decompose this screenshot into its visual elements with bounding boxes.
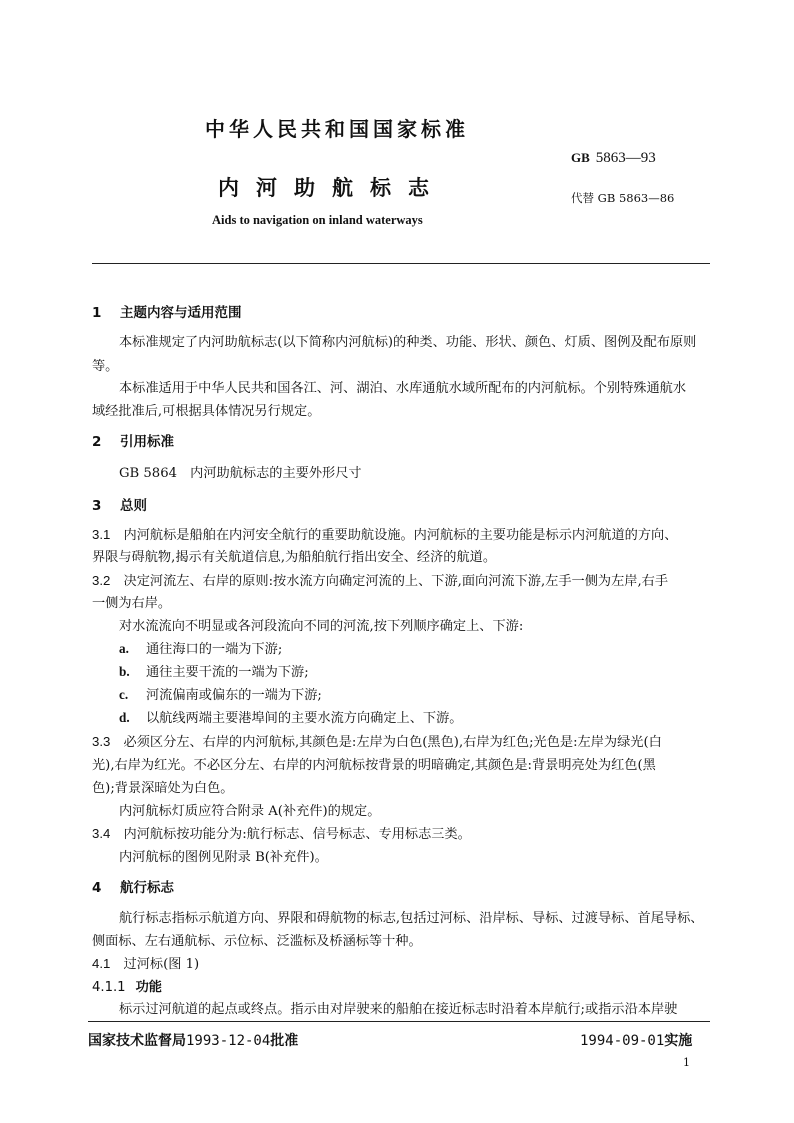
clause-3-2 [92,570,668,589]
clause-title: 功能 [135,980,162,995]
list-item [119,684,322,703]
clause-number: 4.1.1 [92,980,126,995]
paragraph-line: 侧面标、左右通航标、示位标、泛滥标及桥涵标等十种。 [92,934,422,949]
section-title: 航行标志 [120,880,174,896]
paragraph-line: 内河航标灯质应符合附录 A(补充件)的规定。 [119,804,381,819]
paragraph-line: 内河航标的图例见附录 B(补充件)。 [119,850,328,865]
clause-number: 3.2 [92,573,111,588]
paragraph-line: 航行标志指标示航道方向、界限和碍航物的标志,包括过河标、沿岸标、导标、过渡导标、首尾导标、 [119,911,704,926]
normative-reference: GB 5864 内河助航标志的主要外形尺寸 [119,466,362,481]
section-number: 2 [92,434,102,450]
clause-4-1-1 [92,976,162,995]
paragraph-line: 内河航标是船舶在内河安全航行的重要助航设施。内河航标的主要功能是标示内河航道的方向、 [123,528,678,543]
replaces-note: 代替 GB 5863—86 [571,191,675,205]
paragraph-line: 本标准适用于中华人民共和国各江、河、湖泊、水库通航水域所配布的内河航标。个别特殊通航水 [119,381,687,396]
section-number: 4 [92,880,102,896]
list-label: b. [119,664,130,679]
list-label: c. [119,687,129,702]
list-text: 通往海口的一端为下游; [146,642,283,657]
clause-number: 3.1 [92,527,111,542]
implementation-line [580,1030,692,1050]
list-item [119,707,463,726]
clause-number: 3.4 [92,826,111,841]
standard-code [571,150,656,167]
list-text: 以航线两端主要港埠间的主要水流方向确定上、下游。 [146,711,463,726]
paragraph-line: 等。 [92,359,119,374]
paragraph-line: 界限与碍航物,揭示有关航道信息,为船舶航行指出安全、经济的航道。 [92,550,497,565]
paragraph-line: 标示过河航道的起点或终点。指示由对岸驶来的船舶在接近标志时沿着本岸航行;或指示沿本岸驶 [119,1002,678,1017]
list-text: 河流偏南或偏东的一端为下游; [146,688,322,703]
header-divider [92,263,710,264]
clause-title: 过河标(图 1) [123,957,200,972]
section-4-heading [92,876,174,896]
section-title: 总则 [120,498,147,514]
paragraph-line: 域经批准后,可根据具体情况另行规定。 [92,404,321,419]
paragraph-line: 一侧为右岸。 [92,596,172,611]
paragraph-line: 对水流流向不明显或各河段流向不同的河流,按下列顺序确定上、下游: [119,619,524,634]
paragraph-line: 必须区分左、右岸的内河航标,其颜色是:左岸为白色(黑色),右岸为红色;光色是:左岸为绿光(白 [123,735,662,750]
approval-suffix: 批准 [270,1033,299,1049]
approval-line [88,1030,298,1050]
section-3-heading [92,494,147,514]
document-title: 内河助航标志 [218,176,446,200]
clause-number: 4.1 [92,956,111,971]
section-2-heading [92,430,174,450]
paragraph-line: 色);背景深暗处为白色。 [92,781,234,796]
standard-code-number: 5863—93 [595,150,656,166]
clause-number: 3.3 [92,734,111,749]
section-title: 引用标准 [120,434,174,450]
clause-4-1 [92,953,199,972]
approval-org: 国家技术监督局 [88,1033,186,1049]
section-number: 1 [92,305,102,321]
section-1-heading [92,301,242,321]
list-label: d. [119,710,130,725]
paragraph-line: 光),右岸为红光。不必区分左、右岸的内河航标按背景的明暗确定,其颜色是:背景明亮处为红色(黑 [92,758,656,773]
list-item [119,638,282,657]
section-title: 主题内容与适用范围 [120,305,242,321]
page-number: 1 [683,1056,690,1069]
standard-title: 中华人民共和国国家标准 [205,117,469,141]
paragraph-line: 决定河流左、右岸的原则:按水流方向确定河流的上、下游,面向河流下游,左手一侧为左岸,右手 [123,574,669,589]
clause-3-4 [92,823,471,842]
section-number: 3 [92,498,102,514]
list-item [119,661,309,680]
standard-code-prefix: GB [571,150,590,165]
list-label: a. [119,641,129,656]
paragraph-line: 内河航标按功能分为:航行标志、信号标志、专用标志三类。 [123,827,471,842]
implementation-date: 1994-09-01 [580,1033,665,1049]
footer-divider [88,1021,710,1022]
paragraph-line: 本标准规定了内河助航标志(以下简称内河航标)的种类、功能、形状、颜色、灯质、图例及配布原则 [119,335,697,350]
implementation-suffix: 实施 [664,1033,693,1049]
clause-3-1 [92,524,677,543]
document-title-english: Aids to navigation on inland waterways [212,213,423,227]
list-text: 通往主要干流的一端为下游; [146,665,309,680]
approval-date: 1993-12-04 [186,1033,271,1049]
clause-3-3 [92,731,662,750]
